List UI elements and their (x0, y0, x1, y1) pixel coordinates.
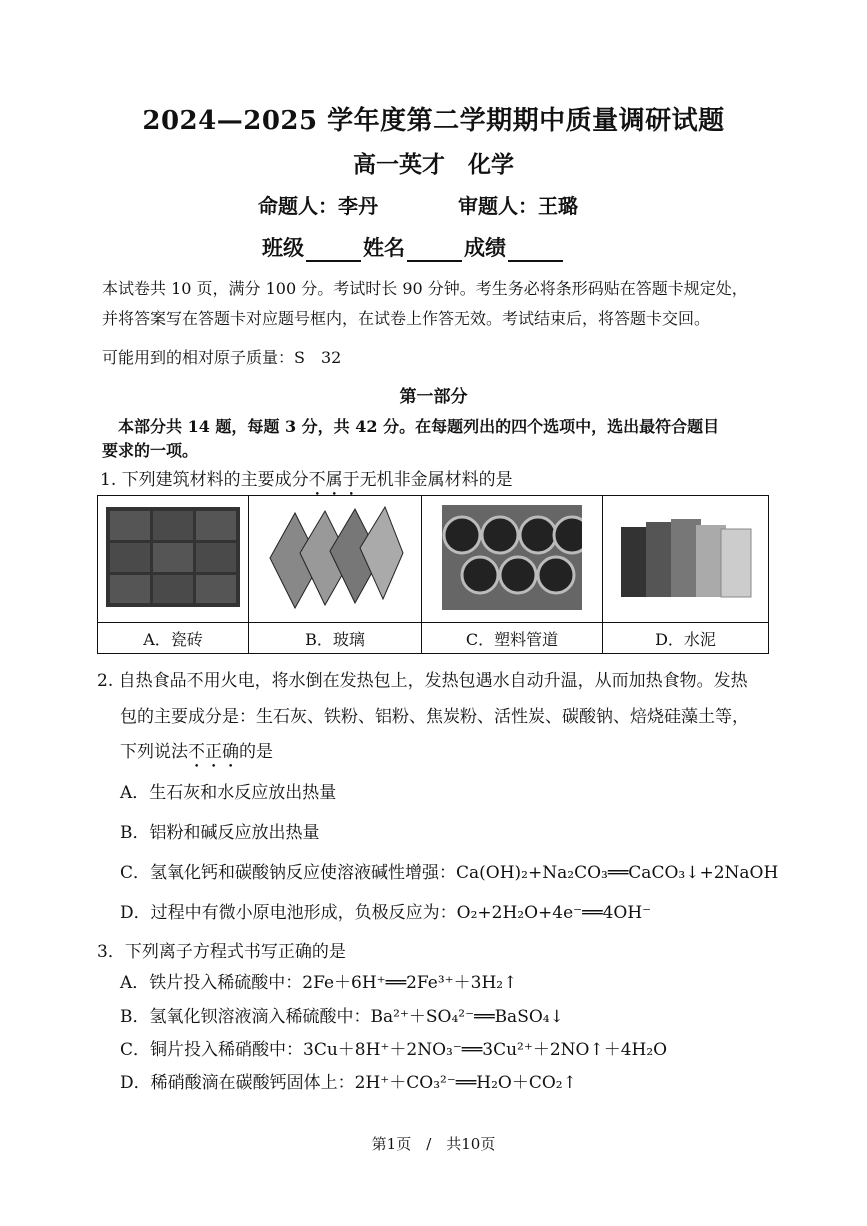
setter: 命题人：李丹 (258, 194, 378, 218)
q2-option-d[interactable] (120, 898, 651, 923)
section-desc-2: 要求的一项。 (102, 441, 199, 460)
page-footer: 第1页 / 共10页 (371, 1135, 496, 1153)
class-blank[interactable] (306, 240, 361, 262)
q2-line-3-post: 的是 (239, 742, 273, 762)
score-label: 成绩 (464, 235, 506, 260)
q1-option-a[interactable]: A．瓷砖 (98, 623, 249, 654)
q3-option-c[interactable]: C．铜片投入稀硝酸中：3Cu＋8H⁺＋2NO₃⁻══3Cu²⁺＋2NO↑＋4H₂O (120, 1040, 668, 1060)
q2-option-c[interactable] (120, 858, 778, 883)
q1-materials-table (97, 495, 769, 654)
name-label: 姓名 (363, 235, 405, 260)
pipe-image-cell (422, 496, 603, 623)
instructions-line-1: 本试卷共 10 页，满分 100 分。考试时长 90 分钟。考生务必将条形码贴在答题卡规定处， (102, 279, 748, 298)
atomic-mass: 可能用到的相对原子质量：S 32 (102, 348, 342, 367)
q2-line-3 (120, 737, 273, 772)
q2-option-d-equation: O₂+2H₂O+4e⁻══4OH⁻ (456, 903, 652, 923)
q1-option-c[interactable]: C．塑料管道 (422, 623, 603, 654)
score-blank[interactable] (508, 240, 563, 262)
q1-stem-pre: 1. 下列建筑材料的主要成分 (100, 470, 309, 490)
authors-line (258, 190, 578, 219)
q2-option-c-text: C．氢氧化钙和碳酸钠反应使溶液碱性增强： (120, 863, 457, 883)
reviewer: 审题人：王璐 (458, 194, 578, 218)
q1-stem-post: 无机非金属材料的是 (359, 470, 513, 490)
q3-stem: 3．下列离子方程式书写正确的是 (97, 942, 346, 962)
q2-option-c-equation: Ca(OH)₂+Na₂CO₃══CaCO₃↓+2NaOH (456, 863, 779, 883)
q3-option-d[interactable]: D．稀硝酸滴在碳酸钙固体上：2H⁺＋CO₃²⁻══H₂O＋CO₂↑ (120, 1073, 577, 1093)
q1-stem-emphasis: 不属于 (308, 470, 360, 490)
cement-image-cell (603, 496, 769, 623)
q2-line-2: 包的主要成分是：生石灰、铁粉、铝粉、焦炭粉、活性炭、碳酸钠、焙烧硅藻土等， (120, 707, 749, 727)
glass-image (265, 503, 405, 611)
q1-option-b[interactable]: B．玻璃 (249, 623, 422, 654)
exam-subtitle: 高一英才 化学 (353, 151, 514, 178)
pipe-image (442, 505, 582, 610)
q2-option-d-text: D．过程中有微小原电池形成，负极反应为： (120, 903, 457, 923)
glass-image-cell (249, 496, 422, 623)
q1-option-d[interactable]: D．水泥 (603, 623, 769, 654)
q3-option-a[interactable]: A．铁片投入稀硫酸中：2Fe＋6H⁺══2Fe³⁺＋3H₂↑ (120, 973, 518, 993)
q3-option-b[interactable]: B．氢氧化钡溶液滴入稀硫酸中：Ba²⁺＋SO₄²⁻══BaSO₄↓ (120, 1007, 564, 1027)
tile-image-cell (98, 496, 249, 623)
section-title: 第一部分 (399, 387, 468, 407)
student-fields (262, 232, 565, 262)
class-label: 班级 (262, 235, 304, 260)
instructions-line-2: 并将答案写在答题卡对应题号框内，在试卷上作答无效。考试结束后，将答题卡交回。 (102, 309, 711, 328)
name-blank[interactable] (407, 240, 462, 262)
q2-option-a[interactable]: A．生石灰和水反应放出热量 (120, 783, 337, 803)
q2-line-1: 2. 自热食品不用火电，将水倒在发热包上，发热包遇水自动升温，从而加热食物。发热 (97, 671, 748, 691)
section-desc-1: 本部分共 14 题，每题 3 分，共 42 分。在每题列出的四个选项中，选出最符合题目 (118, 417, 720, 436)
q2-line-3-pre: 下列说法 (120, 742, 188, 762)
exam-title: 2024—2025 学年度第二学期期中质量调研试题 (142, 106, 725, 136)
q2-option-b[interactable]: B．铝粉和碱反应放出热量 (120, 823, 320, 843)
tile-image (106, 507, 240, 607)
q2-line-3-emphasis: 不正确 (188, 742, 239, 762)
cement-image (611, 507, 761, 607)
